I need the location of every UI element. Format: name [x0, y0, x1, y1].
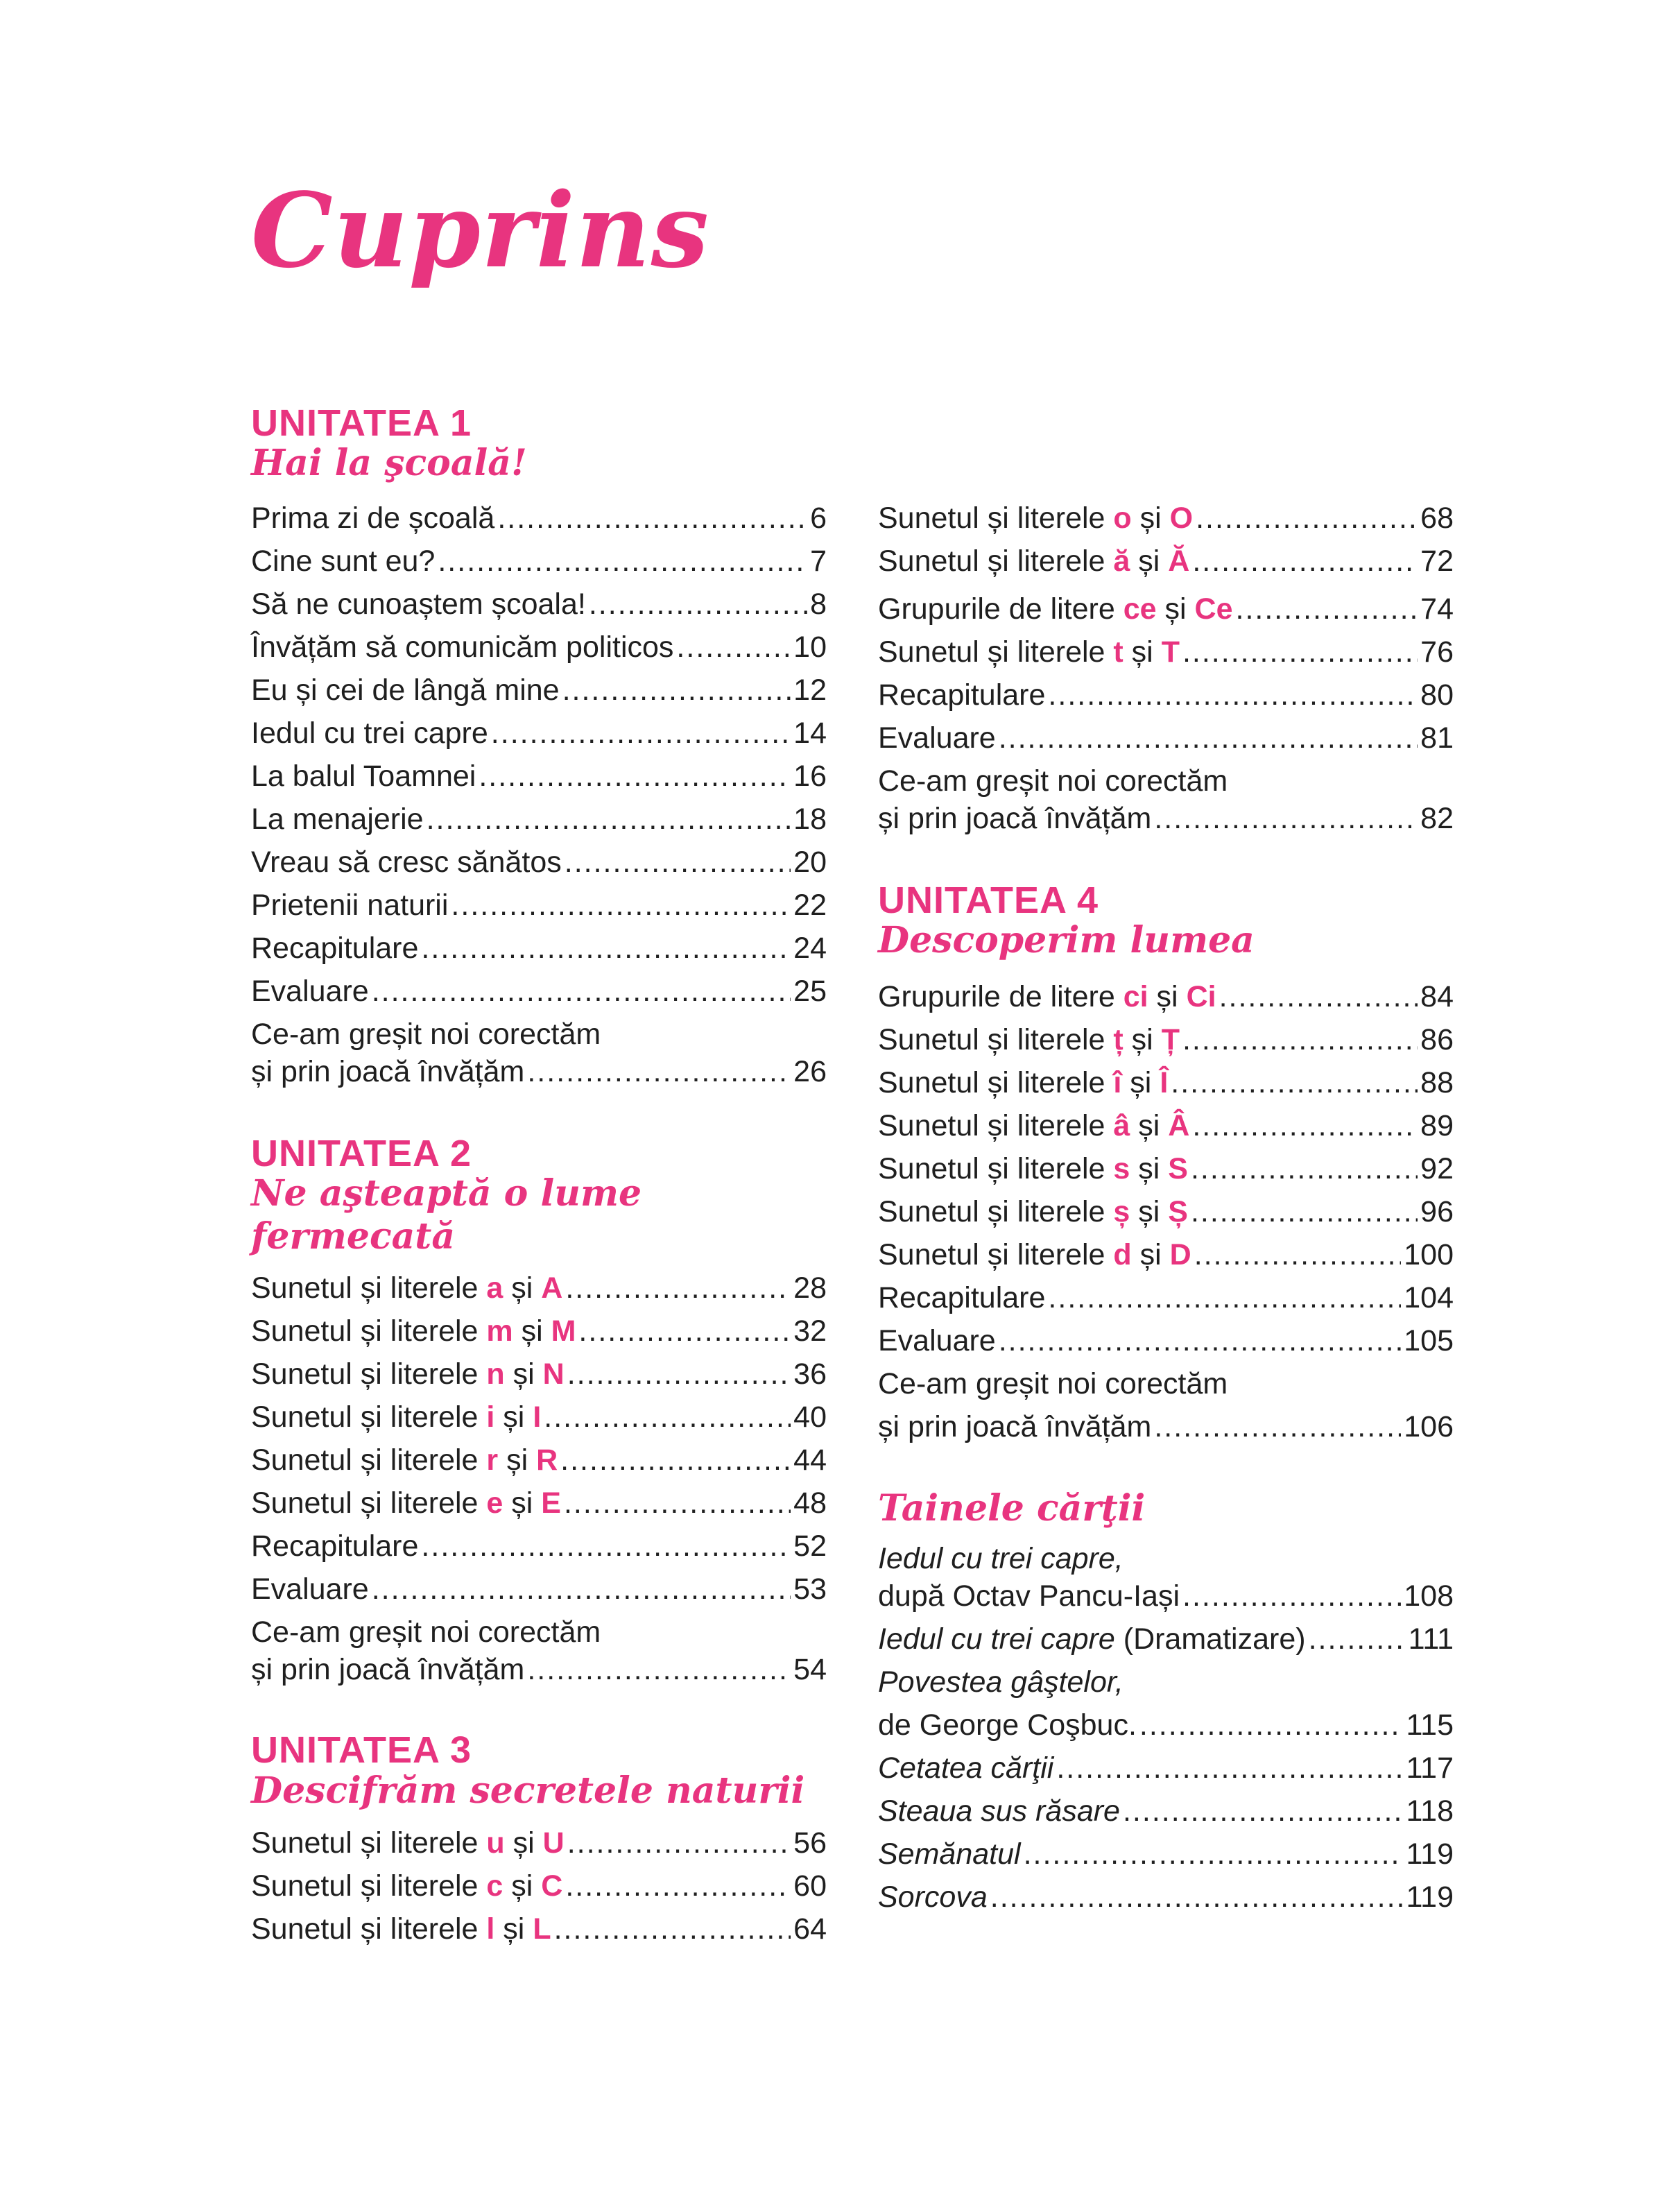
toc-entry[interactable]: Semănatul ..... 119	[878, 1837, 1454, 1871]
toc-entry[interactable]: Sorcova ..... 119	[878, 1880, 1454, 1914]
toc-entry[interactable]: Recapitulare ..... 104	[878, 1280, 1454, 1315]
toc-entry[interactable]: Vreau să cresc sănătos ..... 20	[251, 845, 827, 880]
toc-entry-line1: Ce-am greșit noi corectăm	[878, 764, 1228, 798]
unit-2-label: UNITATEA 2	[251, 1133, 472, 1174]
toc-entry[interactable]: Grupurile de litere ce și Ce ..... 74	[878, 592, 1454, 626]
page-title: Cuprins	[251, 170, 710, 291]
toc-entry[interactable]: Cetatea cărţii ..... 117	[878, 1751, 1454, 1785]
toc-entry[interactable]: Sunetul și literele ș și Ș ..... 96	[878, 1194, 1454, 1229]
toc-entry[interactable]: Iedul cu trei capre ..... 14	[251, 716, 827, 751]
toc-entry[interactable]: de George Coşbuc. ..... 115	[878, 1708, 1454, 1742]
unit-4-subtitle: Descoperim lumea	[878, 919, 1255, 961]
toc-entry[interactable]: Recapitulare ..... 52	[251, 1529, 827, 1563]
toc-entry[interactable]: Evaluare ..... 81	[878, 721, 1454, 755]
toc-entry[interactable]: Sunetul și literele o și O ..... 68	[878, 501, 1454, 535]
toc-entry[interactable]: Sunetul și literele u și U ..... 56	[251, 1826, 827, 1860]
toc-entry[interactable]: Sunetul și literele s și S ..... 92	[878, 1151, 1454, 1186]
unit-4-label: UNITATEA 4	[878, 880, 1099, 921]
toc-entry[interactable]: și prin joacă învățăm ..... 82	[878, 801, 1454, 836]
toc-entry[interactable]: Să ne cunoaștem școala! ..... 8	[251, 587, 827, 621]
toc-entry[interactable]: și prin joacă învățăm ..... 26	[251, 1054, 827, 1089]
toc-entry[interactable]: Sunetul și literele d și D ..... 100	[878, 1237, 1454, 1272]
toc-entry[interactable]: Eu și cei de lângă mine ..... 12	[251, 673, 827, 708]
toc-entry[interactable]: și prin joacă învățăm ..... 106	[878, 1409, 1454, 1444]
toc-entry[interactable]: Sunetul și literele n și N ..... 36	[251, 1357, 827, 1391]
unit-2-subtitle-line2: fermecată	[251, 1215, 456, 1258]
toc-entry[interactable]: La balul Toamnei ..... 16	[251, 759, 827, 794]
toc-entry[interactable]: Iedul cu trei capre (Dramatizare) ..... 111	[878, 1622, 1454, 1656]
unit-2-subtitle-line1: Ne aşteaptă o lume	[251, 1172, 642, 1215]
tainele-subtitle: Tainele cărţii	[878, 1487, 1146, 1529]
toc-entry[interactable]: La menajerie ..... 18	[251, 802, 827, 837]
toc-entry-line1: Iedul cu trei capre,	[878, 1542, 1123, 1575]
toc-entry[interactable]: Învățăm să comunicăm politicos ..... 10	[251, 630, 827, 665]
toc-entry[interactable]: Evaluare ..... 25	[251, 974, 827, 1009]
toc-entry[interactable]: Recapitulare ..... 24	[251, 931, 827, 966]
toc-entry[interactable]: Evaluare ..... 105	[878, 1323, 1454, 1358]
toc-entry[interactable]: Sunetul și literele â și Â ..... 89	[878, 1108, 1454, 1143]
toc-entry[interactable]: Sunetul și literele c și C ..... 60	[251, 1869, 827, 1903]
toc-entry-line1: Ce-am greșit noi corectăm	[251, 1615, 601, 1649]
toc-entry[interactable]: Steaua sus răsare ..... 118	[878, 1794, 1454, 1828]
toc-entry[interactable]: și prin joacă învățăm ..... 54	[251, 1652, 827, 1687]
toc-entry[interactable]: Sunetul și literele î și Î ..... 88	[878, 1065, 1454, 1100]
unit-3-label: UNITATEA 3	[251, 1729, 472, 1771]
unit-1-subtitle: Hai la şcoală!	[251, 442, 527, 484]
toc-entry[interactable]: după Octav Pancu-Iași ..... 108	[878, 1579, 1454, 1613]
toc-entry[interactable]: Recapitulare ..... 80	[878, 678, 1454, 712]
toc-entry[interactable]: Prima zi de școală ..... 6	[251, 501, 827, 535]
toc-entry[interactable]: Sunetul și literele l și L ..... 64	[251, 1912, 827, 1946]
toc-entry-line1: Ce-am greșit noi corectăm	[251, 1018, 601, 1051]
toc-entry[interactable]: Sunetul și literele ă și Ă ..... 72	[878, 544, 1454, 578]
toc-entry[interactable]: Sunetul și literele m și M ..... 32	[251, 1314, 827, 1348]
toc-entry[interactable]: Sunetul și literele r și R ..... 44	[251, 1443, 827, 1477]
toc-entry[interactable]: Grupurile de litere ci și Ci ..... 84	[878, 979, 1454, 1014]
toc-entry[interactable]: Prietenii naturii ..... 22	[251, 888, 827, 923]
toc-entry[interactable]: Sunetul și literele e și E ..... 48	[251, 1486, 827, 1520]
toc-entry-line1: Ce-am greșit noi corectăm	[878, 1367, 1228, 1400]
toc-entry[interactable]: Sunetul și literele i și I ..... 40	[251, 1400, 827, 1434]
toc-entry[interactable]: Sunetul și literele a și A ..... 28	[251, 1271, 827, 1305]
unit-3-subtitle: Descifrăm secretele naturii	[251, 1769, 805, 1812]
unit-1-label: UNITATEA 1	[251, 402, 472, 444]
toc-entry[interactable]: Sunetul și literele ț și Ț ..... 86	[878, 1022, 1454, 1057]
toc-entry[interactable]: Evaluare ..... 53	[251, 1572, 827, 1606]
toc-entry[interactable]: Sunetul și literele t și T ..... 76	[878, 635, 1454, 669]
toc-entry-line1: Povestea gâştelor,	[878, 1665, 1123, 1699]
toc-entry[interactable]: Cine sunt eu? ..... 7	[251, 544, 827, 578]
